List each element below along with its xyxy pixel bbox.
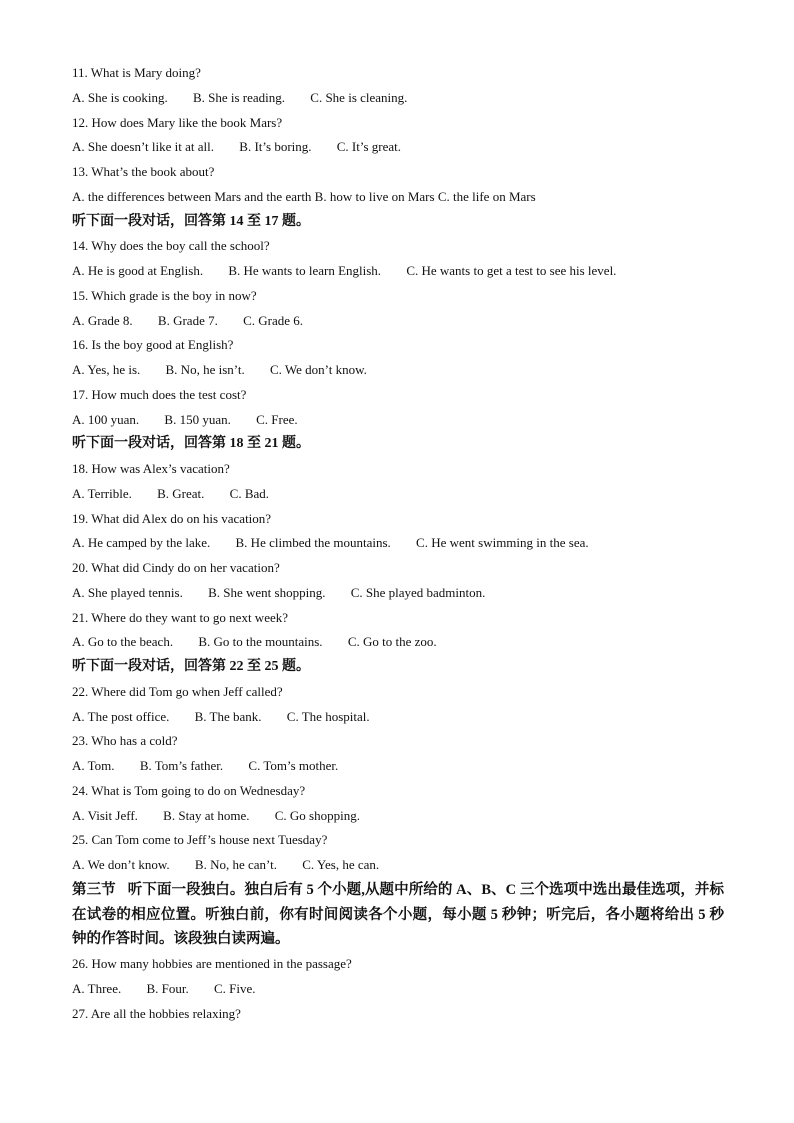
option-20-a: A. She played tennis. bbox=[72, 584, 183, 600]
question-15: 15. Which grade is the boy in now? bbox=[72, 287, 257, 303]
options-12 bbox=[72, 135, 732, 160]
section-3-instructions bbox=[72, 878, 724, 952]
option-18-a: A. Terrible. bbox=[72, 485, 132, 501]
options-20 bbox=[72, 581, 732, 606]
options-14 bbox=[72, 259, 732, 284]
section-heading-22-25: 听下面一段对话，回答第 22 至 25 题。 bbox=[72, 659, 310, 674]
options-23 bbox=[72, 754, 732, 779]
question-19: 19. What did Alex do on his vacation? bbox=[72, 510, 272, 526]
question-23: 23. Who has a cold? bbox=[72, 733, 178, 749]
option-12-b: B. It’s boring. bbox=[239, 139, 312, 155]
option-20-b: B. She went shopping. bbox=[208, 584, 326, 600]
option-17-a: A. 100 yuan. bbox=[72, 411, 140, 427]
option-16-b: B. No, he isn’t. bbox=[165, 362, 245, 377]
section-heading-14-17: 听下面一段对话，回答第 14 至 17 题。 bbox=[72, 213, 310, 229]
option-21-a: A. Go to the beach. bbox=[72, 634, 174, 650]
option-23-a: A. Tom. bbox=[72, 758, 115, 773]
option-24-c: C. Go shopping. bbox=[274, 807, 360, 823]
question-18: 18. How was Alex’s vacation? bbox=[72, 461, 230, 476]
option-21-b: B. Go to the mountains. bbox=[198, 634, 323, 650]
option-17-c: C. Free. bbox=[256, 411, 298, 427]
question-25: 25. Can Tom come to Jeff’s house next Tuesday? bbox=[72, 832, 328, 848]
question-16: 16. Is the boy good at English? bbox=[72, 337, 234, 353]
option-21-c: C. Go to the zoo. bbox=[347, 634, 437, 650]
option-26-a: A. Three. bbox=[72, 980, 122, 996]
option-25-a: A. We don’t know. bbox=[72, 857, 170, 872]
options-19 bbox=[72, 531, 732, 556]
option-24-a: A. Visit Jeff. bbox=[72, 807, 138, 823]
question-17: 17. How much does the test cost? bbox=[72, 386, 247, 402]
option-25-c: C. Yes, he can. bbox=[302, 857, 380, 872]
option-22-c: C. The hospital. bbox=[286, 708, 370, 724]
question-14: 14. Why does the boy call the school? bbox=[72, 238, 270, 254]
option-19-b: B. He climbed the mountains. bbox=[235, 535, 391, 551]
option-16-c: C. We don’t know. bbox=[269, 362, 367, 377]
section-heading-18-21: 听下面一段对话，回答第 18 至 21 题。 bbox=[72, 436, 310, 452]
options-17 bbox=[72, 408, 732, 433]
option-15-a: A. Grade 8. bbox=[72, 312, 133, 328]
question-27: 27. Are all the hobbies relaxing? bbox=[72, 1005, 241, 1021]
section-3-title: 第三节 bbox=[72, 881, 116, 898]
option-23-c: C. Tom’s mother. bbox=[248, 758, 339, 773]
options-16 bbox=[72, 358, 732, 383]
question-26: 26. How many hobbies are mentioned in the passage? bbox=[72, 956, 352, 971]
option-18-b: B. Great. bbox=[157, 485, 205, 501]
option-25-b: B. No, he can’t. bbox=[194, 857, 277, 872]
options-11 bbox=[72, 86, 732, 111]
option-26-c: C. Five. bbox=[213, 980, 256, 996]
options-26 bbox=[72, 977, 732, 1002]
option-14-a: A. He is good at English. bbox=[72, 263, 204, 278]
options-24 bbox=[72, 804, 732, 829]
option-16-a: A. Yes, he is. bbox=[72, 362, 141, 377]
question-13: 13. What’s the book about? bbox=[72, 164, 215, 179]
options-25 bbox=[72, 853, 732, 878]
option-19-a: A. He camped by the lake. bbox=[72, 535, 211, 551]
question-12: 12. How does Mary like the book Mars? bbox=[72, 114, 283, 130]
exam-page bbox=[72, 61, 732, 1026]
option-14-c: C. He wants to get a test to see his level. bbox=[406, 263, 617, 278]
option-12-a: A. She doesn’t like it at all. bbox=[72, 139, 215, 155]
option-17-b: B. 150 yuan. bbox=[164, 411, 231, 427]
question-11: 11. What is Mary doing? bbox=[72, 65, 201, 80]
option-11-c: C. She is cleaning. bbox=[310, 89, 408, 105]
option-15-c: C. Grade 6. bbox=[243, 312, 304, 328]
options-22 bbox=[72, 705, 732, 730]
option-23-b: B. Tom’s father. bbox=[139, 758, 224, 773]
question-21: 21. Where do they want to go next week? bbox=[72, 609, 288, 625]
question-24: 24. What is Tom going to do on Wednesday? bbox=[72, 782, 306, 798]
option-14-b: B. He wants to learn English. bbox=[228, 263, 382, 278]
option-22-b: B. The bank. bbox=[194, 708, 262, 724]
option-15-b: B. Grade 7. bbox=[157, 312, 218, 328]
option-22-a: A. The post office. bbox=[72, 708, 170, 724]
options-21 bbox=[72, 630, 732, 655]
options-13 bbox=[72, 185, 732, 210]
option-11-a: A. She is cooking. bbox=[72, 89, 168, 105]
option-24-b: B. Stay at home. bbox=[163, 807, 250, 823]
option-26-b: B. Four. bbox=[146, 980, 189, 996]
options-18 bbox=[72, 482, 732, 507]
option-20-c: C. She played badminton. bbox=[350, 584, 486, 600]
option-18-c: C. Bad. bbox=[229, 485, 270, 501]
question-22: 22. Where did Tom go when Jeff called? bbox=[72, 683, 283, 699]
option-19-c: C. He went swimming in the sea. bbox=[416, 535, 589, 551]
question-20: 20. What did Cindy do on her vacation? bbox=[72, 560, 280, 575]
options-15 bbox=[72, 309, 732, 334]
option-12-c: C. It’s great. bbox=[336, 139, 402, 155]
option-11-b: B. She is reading. bbox=[192, 89, 286, 105]
option-13-all: A. the differences between Mars and the earth B. how to live on Mars C. the life on Mars bbox=[72, 188, 536, 204]
section-3-text: 听下面一段独白。独白后有 5 个小题,从题中所给的 A、B、C 三个选项中选出最佳选项，并标在试卷的相应位置。听独白前，你有时间阅读各个小题，每小题 5 秒钟；听完后，各小题将给出 5 秒钟的作答时间。该段独白读两遍。 bbox=[72, 881, 724, 948]
